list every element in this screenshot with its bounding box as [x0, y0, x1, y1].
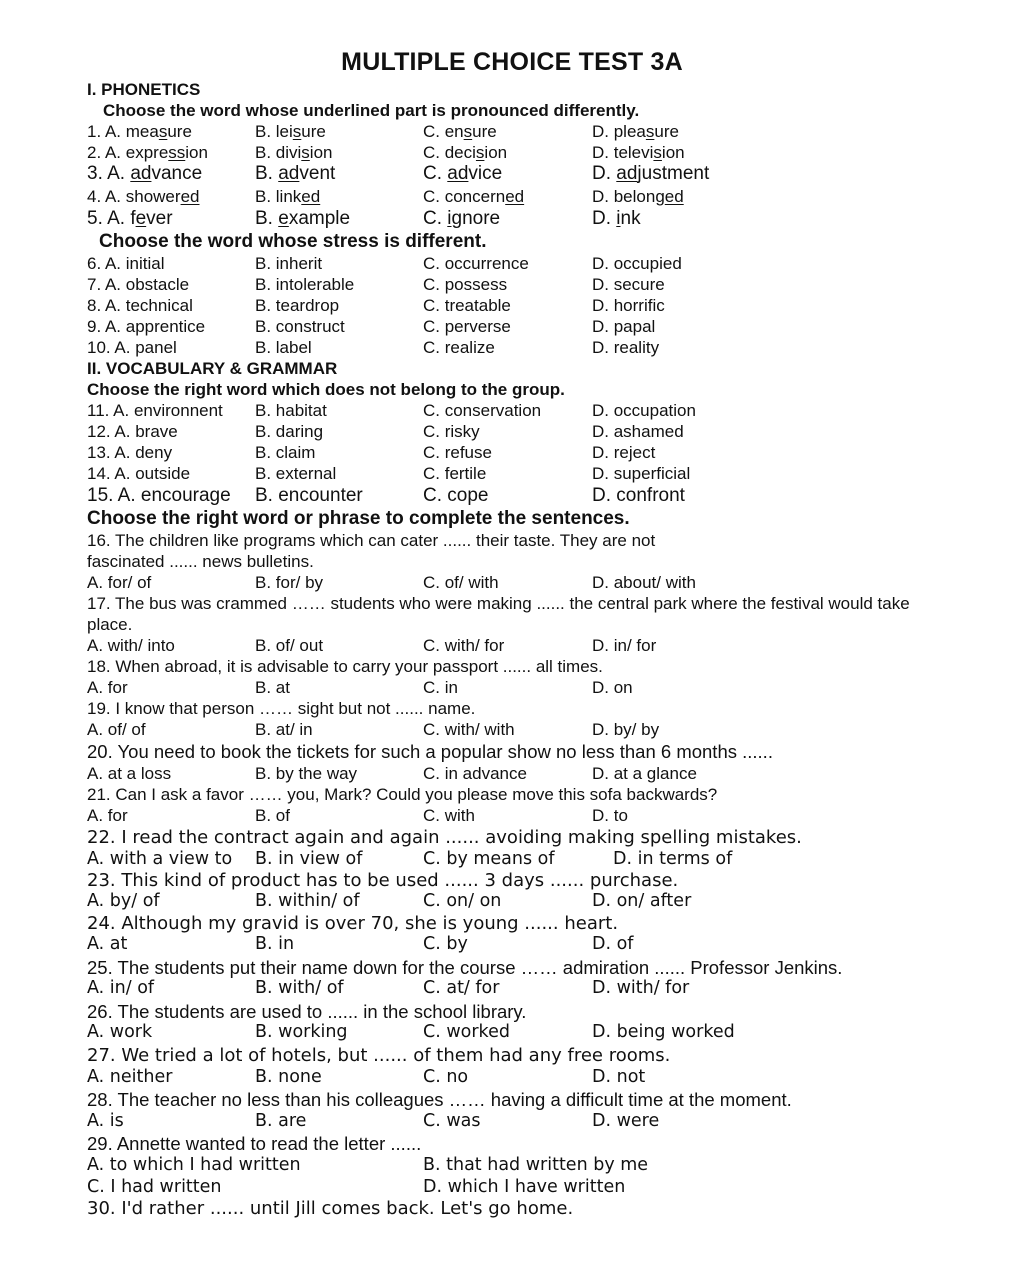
- option-a: 4. A. showered: [87, 187, 200, 206]
- instruction-complete-sentences: Choose the right word or phrase to complete the sentences.: [87, 508, 630, 529]
- option-a: 11. A. environnent: [87, 401, 223, 420]
- question-text: 18. When abroad, it is advisable to carry your passport ...... all times.: [87, 657, 603, 676]
- question-text: 19. I know that person …… sight but not ...... name.: [87, 699, 476, 718]
- options-row: [87, 978, 987, 999]
- option-a: 2. A. expression: [87, 143, 208, 162]
- option-a: A. of/ of: [87, 720, 146, 739]
- question-text: 25. The students put their name down for the course …… admiration ...... Professor Jenkins.: [87, 957, 843, 978]
- question-row: [87, 186, 987, 207]
- option-c: C. possess: [423, 275, 508, 294]
- option-d: D. occupation: [592, 401, 696, 420]
- options-row: [87, 1155, 987, 1176]
- option-c: C. was: [423, 1111, 481, 1131]
- option-a: A. with/ into: [87, 636, 175, 655]
- page-title: MULTIPLE CHOICE TEST 3A: [341, 48, 683, 76]
- question-text: 17. The bus was crammed …… students who were making ...... the central park where the festival would take place.: [87, 594, 910, 634]
- option-c: C. conservation: [423, 401, 542, 420]
- question-row: [87, 163, 987, 184]
- option-a: 12. A. brave: [87, 422, 178, 441]
- option-d: D. of: [592, 934, 634, 954]
- option-a: 15. A. encourage: [87, 485, 231, 506]
- question-row: [87, 142, 987, 163]
- option-c: C. in advance: [423, 764, 527, 783]
- option-a: 8. A. technical: [87, 296, 193, 315]
- option-d: D. not: [592, 1067, 646, 1087]
- question-row: [87, 121, 987, 142]
- option-c: C. ensure: [423, 122, 497, 141]
- option-c: C. ignore: [423, 208, 501, 229]
- option-c: C. cope: [423, 485, 489, 506]
- options-row: [87, 719, 987, 740]
- option-a: A. with a view to: [87, 849, 233, 869]
- option-d: D. on: [592, 678, 633, 697]
- option-a: A. at a loss: [87, 764, 172, 783]
- option-c: C. worked: [423, 1022, 510, 1042]
- option-a: 6. A. initial: [87, 254, 165, 273]
- option-a: 14. A. outside: [87, 464, 191, 483]
- option-b: B. working: [255, 1022, 348, 1042]
- option-c: C. with/ for: [423, 636, 505, 655]
- option-b: B. construct: [255, 317, 345, 336]
- option-a: A. is: [87, 1111, 124, 1131]
- option-a: 1. A. measure: [87, 122, 192, 141]
- instruction-stress: Choose the word whose stress is different.: [99, 231, 487, 252]
- option-c: C. occurrence: [423, 254, 529, 273]
- question-row: [87, 485, 987, 506]
- option-a: 10. A. panel: [87, 338, 177, 357]
- option-b: B. habitat: [255, 401, 327, 420]
- option-b: B. within/ of: [255, 891, 360, 911]
- question-text: 30. I'd rather ...... until Jill comes back. Let's go home.: [87, 1198, 574, 1219]
- option-d: D. to: [592, 806, 628, 825]
- options-row: [87, 891, 987, 912]
- option-c: C. refuse: [423, 443, 492, 462]
- option-a: 7. A. obstacle: [87, 275, 190, 294]
- option-d: D. secure: [592, 275, 665, 294]
- option-b: B. example: [255, 208, 351, 229]
- section-heading-phonetics: I. PHONETICS: [87, 80, 201, 99]
- option-a: A. to which I had written: [87, 1155, 301, 1175]
- option-b: B. claim: [255, 443, 316, 462]
- question-row: [87, 295, 987, 316]
- option-d: D. about/ with: [592, 573, 696, 592]
- option-c: C. at/ for: [423, 978, 500, 998]
- question-row: [87, 400, 987, 421]
- option-d: D. which I have written: [423, 1177, 626, 1197]
- option-d: D. television: [592, 143, 685, 162]
- option-d: D. at a glance: [592, 764, 697, 783]
- option-b: B. none: [255, 1067, 322, 1087]
- option-c: C. realize: [423, 338, 495, 357]
- options-row: [87, 1022, 987, 1043]
- question-text: 22. I read the contract again and again ...... avoiding making spelling mistakes.: [87, 827, 802, 848]
- option-d: D. with/ for: [592, 978, 690, 998]
- option-c: C. in: [423, 678, 458, 697]
- option-b: B. with/ of: [255, 978, 344, 998]
- option-d: D. papal: [592, 317, 656, 336]
- option-d: D. belonged: [592, 187, 684, 206]
- option-a: A. neither: [87, 1067, 173, 1087]
- option-d: D. were: [592, 1111, 660, 1131]
- options-row: [87, 1177, 987, 1198]
- question-text: 23. This kind of product has to be used ...... 3 days ...... purchase.: [87, 870, 679, 891]
- option-c: C. on/ on: [423, 891, 502, 911]
- option-c: C. by means of: [423, 849, 555, 869]
- question-row: [87, 442, 987, 463]
- question-text: 21. Can I ask a favor …… you, Mark? Could you please move this sofa backwards?: [87, 785, 718, 804]
- question-text: 24. Although my gravid is over 70, she is young ...... heart.: [87, 913, 619, 934]
- option-a: A. for/ of: [87, 573, 152, 592]
- option-d: D. in/ for: [592, 636, 657, 655]
- options-row: [87, 677, 987, 698]
- option-b: B. are: [255, 1111, 307, 1131]
- option-c: C. treatable: [423, 296, 511, 315]
- option-d: D. ink: [592, 208, 641, 229]
- option-c: C. advice: [423, 163, 503, 184]
- option-b: B. by the way: [255, 764, 358, 783]
- options-row: [87, 849, 987, 870]
- options-row: [87, 572, 987, 593]
- option-a: A. for: [87, 678, 128, 697]
- question-text: 29. Annette wanted to read the letter ......: [87, 1133, 422, 1154]
- option-d: D. reality: [592, 338, 660, 357]
- option-b: B. linked: [255, 187, 321, 206]
- question-row: [87, 208, 987, 229]
- option-b: B. advent: [255, 163, 336, 184]
- option-b: B. encounter: [255, 485, 363, 506]
- option-b: B. in: [255, 934, 295, 954]
- option-b: B. division: [255, 143, 333, 162]
- options-row: [87, 805, 987, 826]
- options-row: [87, 1111, 987, 1132]
- question-text: 26. The students are used to ...... in the school library.: [87, 1001, 527, 1022]
- option-b: B. teardrop: [255, 296, 340, 315]
- option-c: C. with: [423, 806, 475, 825]
- option-d: D. on/ after: [592, 891, 692, 911]
- option-d: D. reject: [592, 443, 656, 462]
- option-c: C. of/ with: [423, 573, 499, 592]
- question-row: [87, 337, 987, 358]
- question-row: [87, 274, 987, 295]
- option-b: B. daring: [255, 422, 324, 441]
- question-text: 20. You need to book the tickets for such a popular show no less than 6 months ......: [87, 741, 773, 762]
- question-row: [87, 421, 987, 442]
- question-row: [87, 463, 987, 484]
- option-c: C. fertile: [423, 464, 487, 483]
- options-row: [87, 763, 987, 784]
- option-b: B. at: [255, 678, 290, 697]
- options-row: [87, 635, 987, 656]
- option-d: D. confront: [592, 485, 685, 506]
- option-a: A. at: [87, 934, 128, 954]
- option-c: C. concerned: [423, 187, 525, 206]
- option-d: D. occupied: [592, 254, 682, 273]
- option-a: 13. A. deny: [87, 443, 173, 462]
- section-heading-vocabulary: II. VOCABULARY & GRAMMAR: [87, 359, 338, 378]
- question-row: [87, 316, 987, 337]
- option-c: C. with/ with: [423, 720, 515, 739]
- option-b: B. for/ by: [255, 573, 324, 592]
- option-d: D. by/ by: [592, 720, 660, 739]
- options-row: [87, 1067, 987, 1088]
- option-d: D. being worked: [592, 1022, 735, 1042]
- option-c: C. decision: [423, 143, 508, 162]
- option-b: B. in view of: [255, 849, 363, 869]
- question-row: [87, 253, 987, 274]
- option-b: B. of: [255, 806, 290, 825]
- option-a: 5. A. fever: [87, 208, 173, 229]
- option-a: 3. A. advance: [87, 163, 203, 184]
- option-b: B. leisure: [255, 122, 326, 141]
- option-b: B. at/ in: [255, 720, 313, 739]
- option-c: C. I had written: [87, 1177, 222, 1197]
- option-a: A. for: [87, 806, 128, 825]
- option-d: D. adjustment: [592, 163, 710, 184]
- option-c: C. risky: [423, 422, 480, 441]
- option-b: B. intolerable: [255, 275, 355, 294]
- option-b: B. inherit: [255, 254, 323, 273]
- option-c: C. by: [423, 934, 468, 954]
- option-a: A. work: [87, 1022, 153, 1042]
- option-b: B. external: [255, 464, 337, 483]
- option-a: A. by/ of: [87, 891, 160, 911]
- option-d: D. pleasure: [592, 122, 679, 141]
- option-c: C. perverse: [423, 317, 511, 336]
- instruction-odd-one-out: Choose the right word which does not belong to the group.: [87, 380, 565, 399]
- option-d: D. ashamed: [592, 422, 684, 441]
- option-b: B. that had written by me: [423, 1155, 649, 1175]
- option-d: D. horrific: [592, 296, 665, 315]
- options-row: [87, 934, 987, 955]
- question-text: 28. The teacher no less than his colleagues …… having a difficult time at the moment.: [87, 1089, 792, 1110]
- option-a: 9. A. apprentice: [87, 317, 206, 336]
- option-c: C. no: [423, 1067, 469, 1087]
- question-text: 27. We tried a lot of hotels, but ...... of them had any free rooms.: [87, 1045, 671, 1066]
- option-b: B. label: [255, 338, 312, 357]
- question-text: 16. The children like programs which can cater ...... their taste. They are not fascinated ...... news bulletins.: [87, 531, 656, 571]
- instruction-pronunciation: Choose the word whose underlined part is pronounced differently.: [103, 101, 640, 120]
- option-a: A. in/ of: [87, 978, 155, 998]
- option-b: B. of/ out: [255, 636, 324, 655]
- option-d: D. superficial: [592, 464, 691, 483]
- option-d: D. in terms of: [613, 849, 733, 869]
